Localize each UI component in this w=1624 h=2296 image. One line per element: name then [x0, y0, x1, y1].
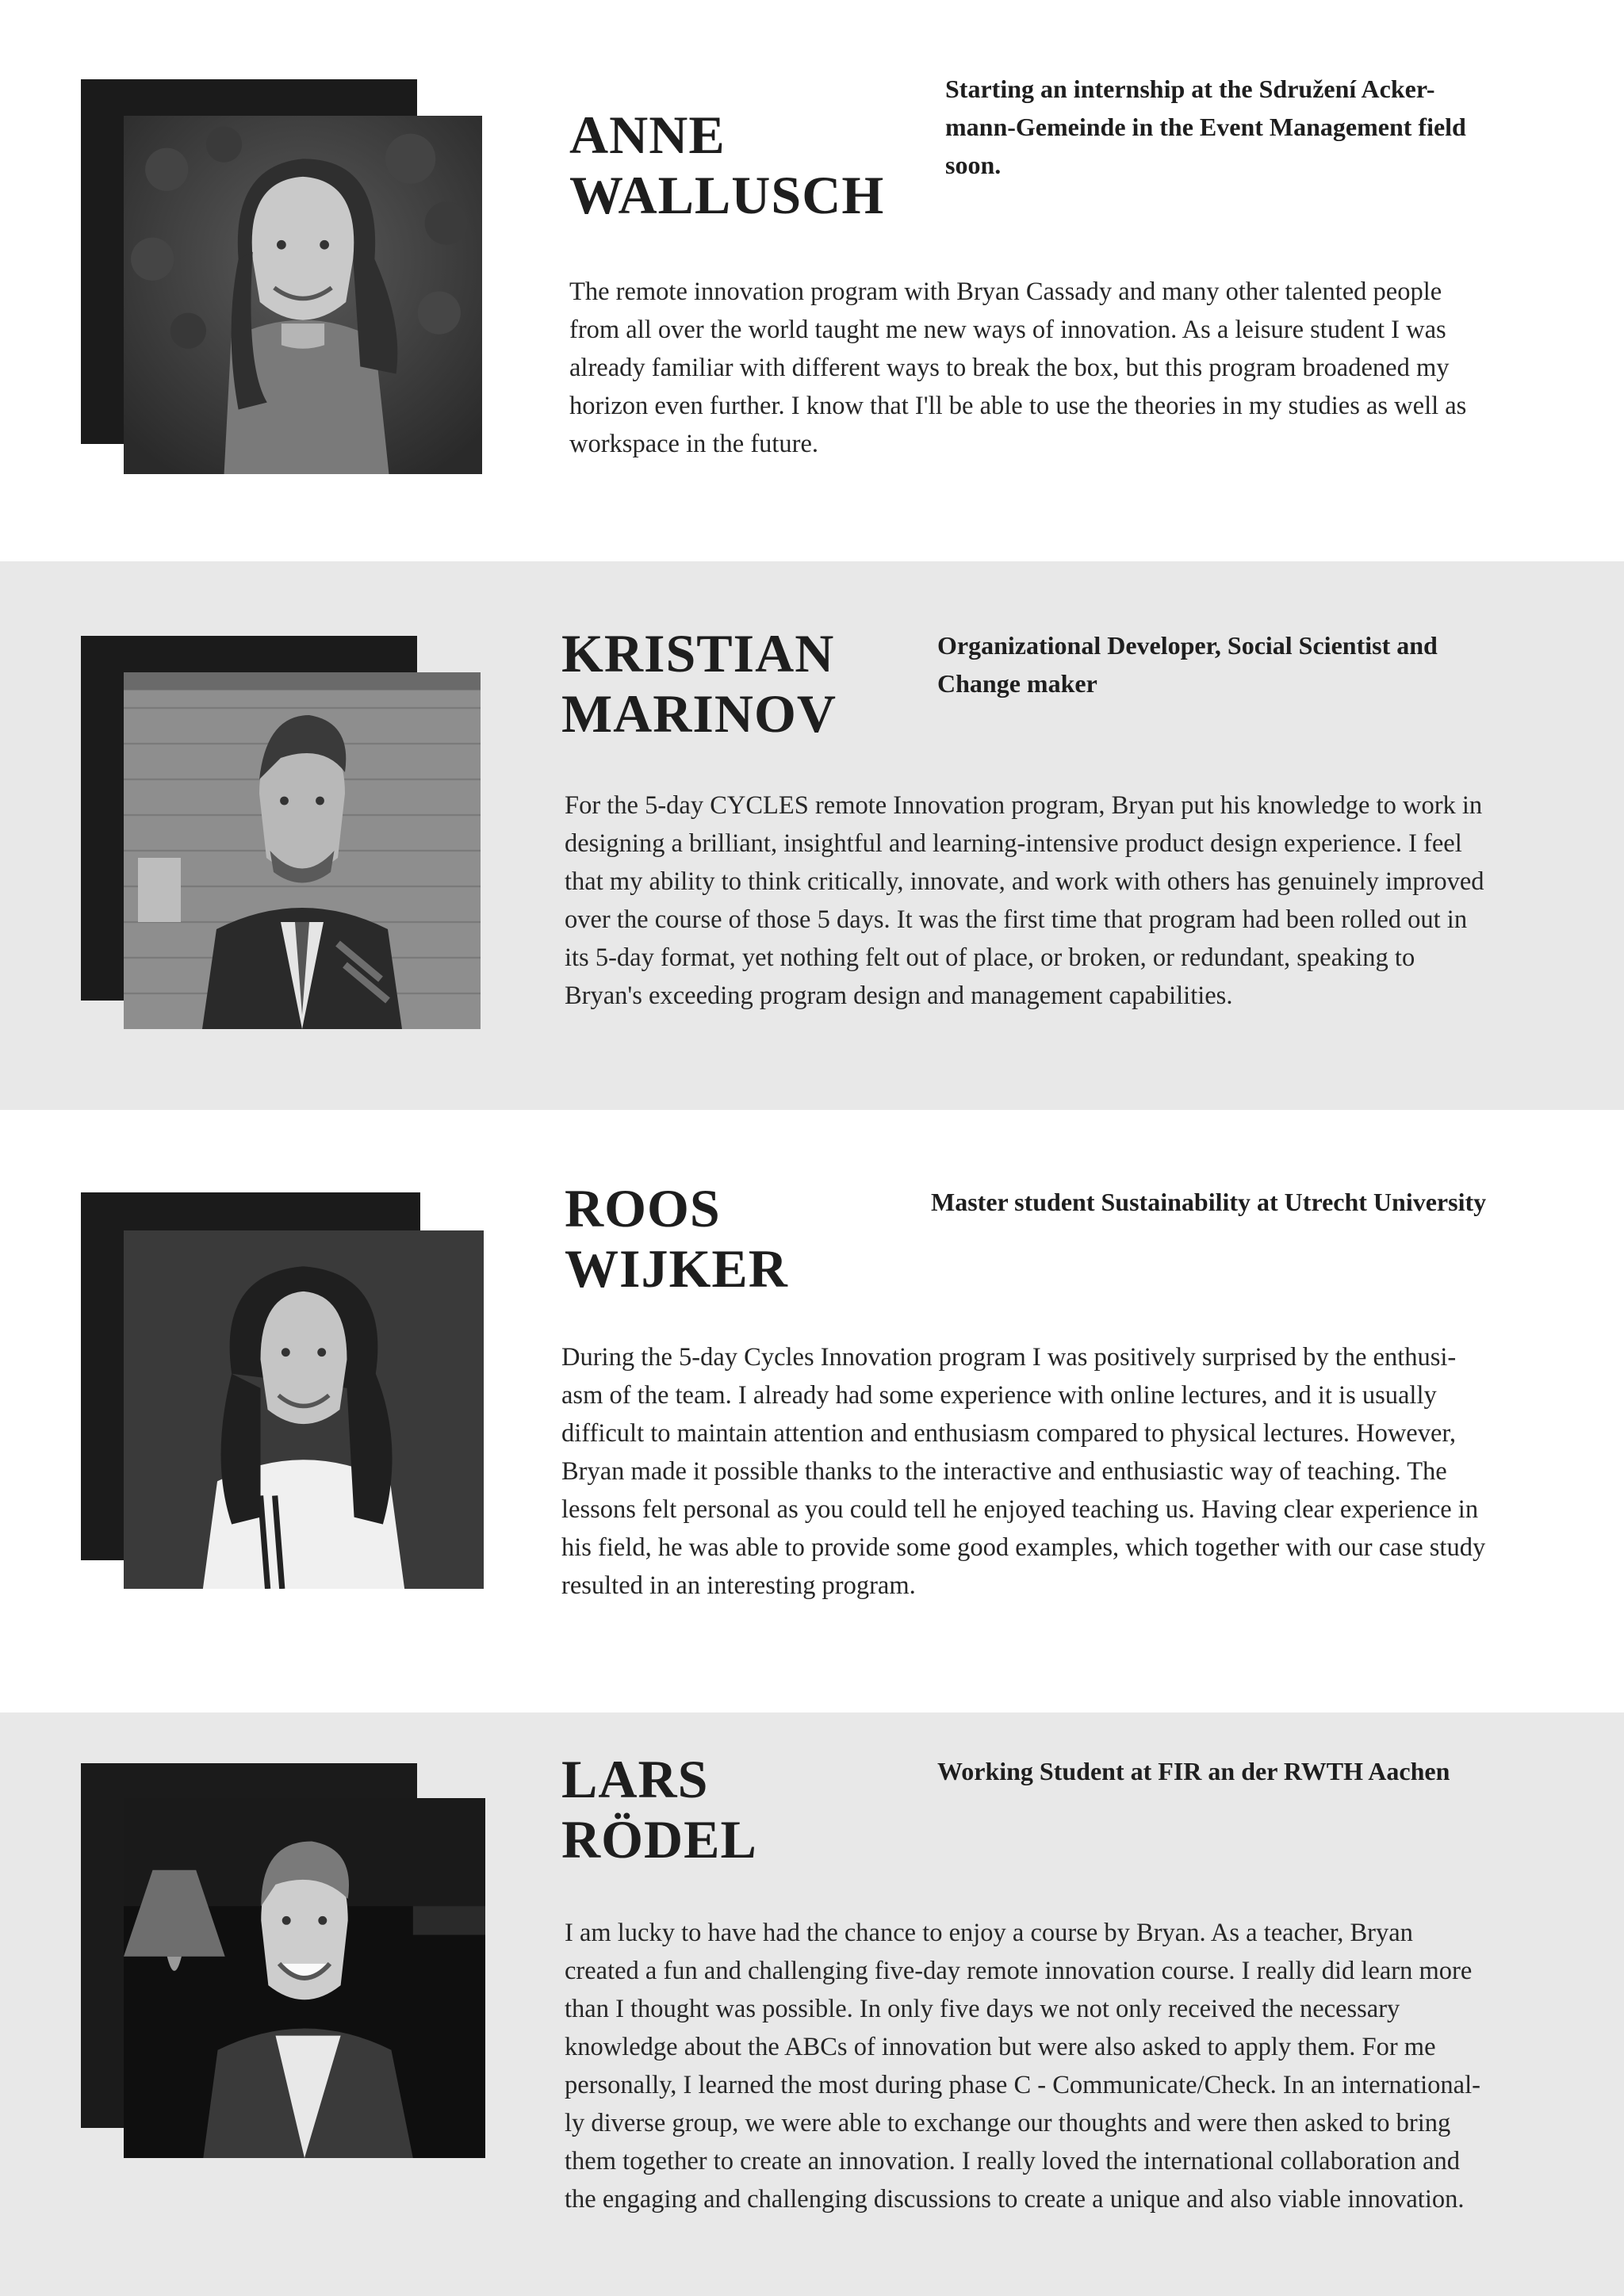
role-line: Organizational Developer, Social Scientist and: [937, 631, 1438, 660]
quote-line: I am lucky to have had the chance to enjoy a course by Bryan. As a teacher, Bryan: [565, 1919, 1413, 1947]
quote-line: than I thought was possible. In only five days we not only received the necessary: [565, 1995, 1400, 2023]
quote-line: difficult to maintain attention and enthusiasm compared to physical lectures. However,: [561, 1419, 1457, 1448]
quote-line: For the 5-day CYCLES remote Innovation program, Bryan put his knowledge to work in: [565, 791, 1483, 820]
quote-line: asm of the team. I already had some experience with online lectures, and it is usually: [561, 1381, 1437, 1410]
person-name: [565, 1178, 788, 1299]
role-line: Starting an internship at the Sdružení Acker-: [945, 75, 1435, 103]
person-role: [945, 70, 1466, 184]
quote-line: his field, he was able to provide some good examples, which together with our case study: [561, 1533, 1486, 1562]
quote-line: that my ability to think critically, innovate, and work with others has genuinely improved: [565, 867, 1484, 896]
first-name: ROOS: [565, 1178, 721, 1238]
person-name: [569, 105, 884, 225]
testimonial-quote: [569, 273, 1466, 463]
quote-line: knowledge about the ABCs of innovation but were also asked to apply them. For me: [565, 2033, 1436, 2061]
quote-line: Bryan's exceeding program design and management capabilities.: [565, 982, 1233, 1010]
quote-line: resulted in an interesting program.: [561, 1571, 916, 1600]
person-role: [937, 626, 1438, 702]
quote-line: them together to create an innovation. I really loved the international collaboration and: [565, 2147, 1460, 2175]
person-role: [931, 1183, 1486, 1221]
quote-line: Bryan made it possible thanks to the interactive and enthusiastic way of teaching. The: [561, 1457, 1447, 1486]
quote-line: created a fun and challenging five-day remote innovation course. I really did learn more: [565, 1957, 1473, 1985]
quote-line: lessons felt personal as you could tell he enjoyed teaching us. Having clear experience in: [561, 1495, 1479, 1524]
role-line: mann-Gemeinde in the Event Management field: [945, 113, 1466, 141]
person-name: [561, 623, 837, 744]
role-line: Master student Sustainability at Utrecht University: [931, 1188, 1487, 1216]
person-name: [561, 1749, 757, 1869]
quote-line: from all over the world taught me new ways of innovation. As a leisure student I was: [569, 316, 1446, 344]
role-line: Working Student at FIR an der RWTH Aachen: [937, 1757, 1450, 1785]
role-line: Change maker: [937, 669, 1097, 698]
first-name: KRISTIAN: [561, 623, 835, 683]
portrait-photo: [124, 672, 481, 1029]
person-role: [937, 1752, 1450, 1790]
quote-line: personally, I learned the most during phase C - Communicate/Check. In an international-: [565, 2071, 1480, 2099]
last-name: RÖDEL: [561, 1809, 757, 1869]
testimonial-quote: [561, 1338, 1485, 1605]
last-name: WIJKER: [565, 1238, 788, 1299]
testimonial-quote: [565, 1914, 1480, 2218]
quote-line: The remote innovation program with Bryan Cassady and many other talented people: [569, 277, 1442, 306]
quote-line: its 5-day format, yet nothing felt out of place, or broken, or redundant, speaking to: [565, 943, 1415, 972]
quote-line: workspace in the future.: [569, 430, 819, 458]
quote-line: over the course of those 5 days. It was the first time that program had been rolled out in: [565, 905, 1468, 934]
quote-line: the engaging and challenging discussions to create a unique and also viable innovation.: [565, 2185, 1465, 2214]
portrait-photo: [124, 1230, 484, 1589]
role-line: soon.: [945, 151, 1002, 179]
quote-line: already familiar with different ways to break the box, but this program broadened my: [569, 354, 1450, 382]
quote-line: During the 5-day Cycles Innovation program I was positively surprised by the enthusi-: [561, 1343, 1457, 1372]
portrait-photo: [124, 116, 482, 474]
first-name: LARS: [561, 1749, 709, 1809]
last-name: MARINOV: [561, 683, 837, 744]
testimonial-quote: [565, 786, 1484, 1015]
quote-line: horizon even further. I know that I'll be able to use the theories in my studies as well as: [569, 392, 1467, 420]
last-name: WALLUSCH: [569, 165, 885, 225]
portrait-photo: [124, 1798, 485, 2158]
quote-line: ly diverse group, we were able to exchange our thoughts and were then asked to bring: [565, 2109, 1451, 2137]
first-name: ANNE: [569, 105, 726, 165]
quote-line: designing a brilliant, insightful and learning-intensive product design experience. I feel: [565, 829, 1462, 858]
